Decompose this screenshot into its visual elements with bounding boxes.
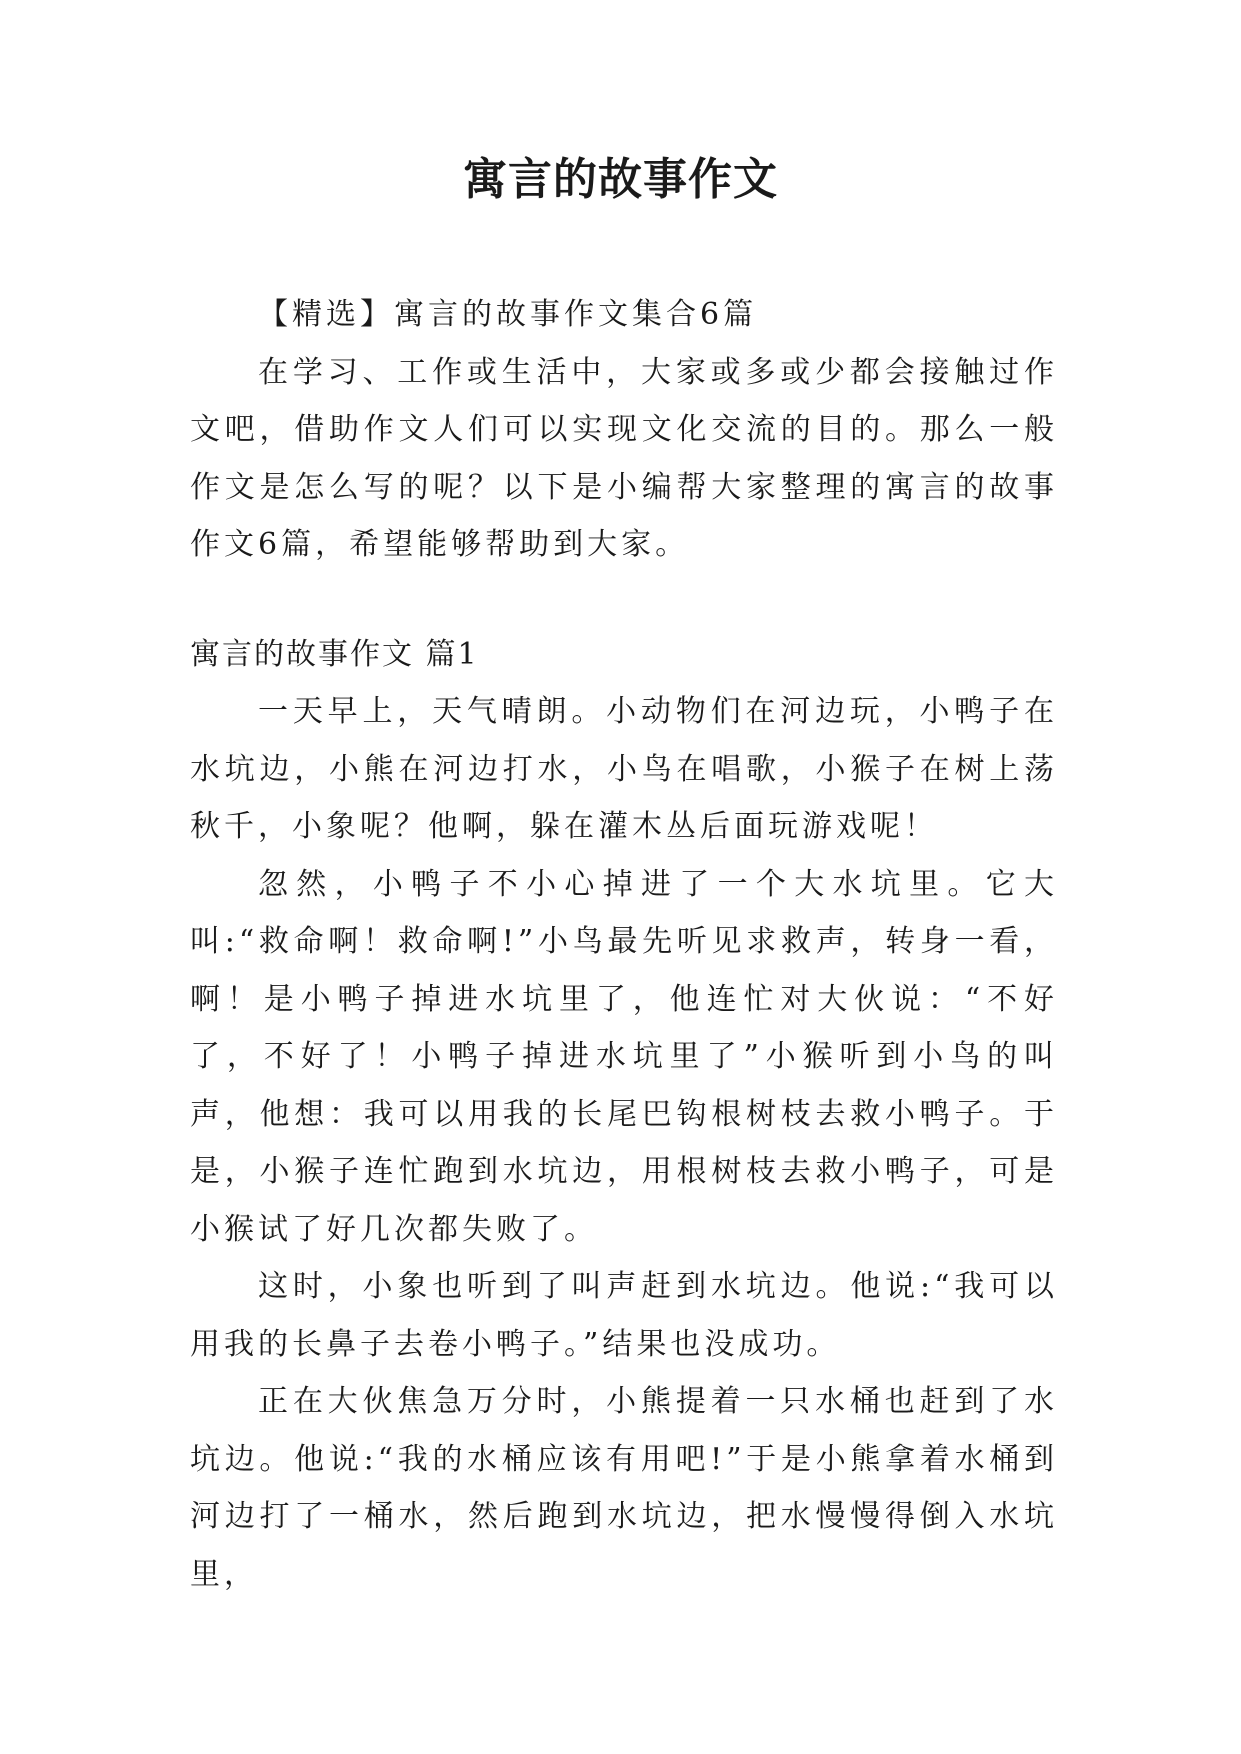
document-body <box>190 286 1058 1603</box>
story-paragraph-2: 忽然，小鸭子不小心掉进了一个大水坑里。它大叫:“救命啊！救命啊!”小鸟最先听见求救声，转身一看，啊！是小鸭子掉进水坑里了，他连忙对大伙说：“不好了，不好了！小鸭子掉进水坑里了”小猴听到小鸟的叫声，他想：我可以用我的长尾巴钩根树枝去救小鸭子。于是，小猴子连忙跑到水坑边，用根树枝去救小鸭子，可是小猴试了好几次都失败了。 <box>190 866 1058 1247</box>
story-paragraph-1: 一天早上，天气晴朗。小动物们在河边玩，小鸭子在水坑边，小熊在河边打水，小鸟在唱歌，小猴子在树上荡秋千，小象呢？他啊，躲在灌木丛后面玩游戏呢！ <box>190 694 1058 844</box>
intro-paragraph: 在学习、工作或生活中，大家或多或少都会接触过作文吧，借助作文人们可以实现文化交流的目的。那么一般作文是怎么写的呢？以下是小编帮大家整理的寓言的故事作文6篇，希望能够帮助到大家。 <box>190 354 1058 562</box>
document-subtitle: 【精选】寓言的故事作文集合6篇 <box>258 297 758 332</box>
story-paragraph-3: 这时，小象也听到了叫声赶到水坑边。他说:“我可以用我的长鼻子去卷小鸭子。”结果也没成功。 <box>190 1269 1058 1362</box>
story-paragraph-4: 正在大伙焦急万分时，小熊提着一只水桶也赶到了水坑边。他说:“我的水桶应该有用吧!”于是小熊拿着水桶到河边打了一桶水，然后跑到水坑边，把水慢慢得倒入水坑里， <box>190 1384 1058 1592</box>
section-heading: 寓言的故事作文 篇1 <box>190 636 479 672</box>
document-title: 寓言的故事作文 <box>463 154 778 205</box>
